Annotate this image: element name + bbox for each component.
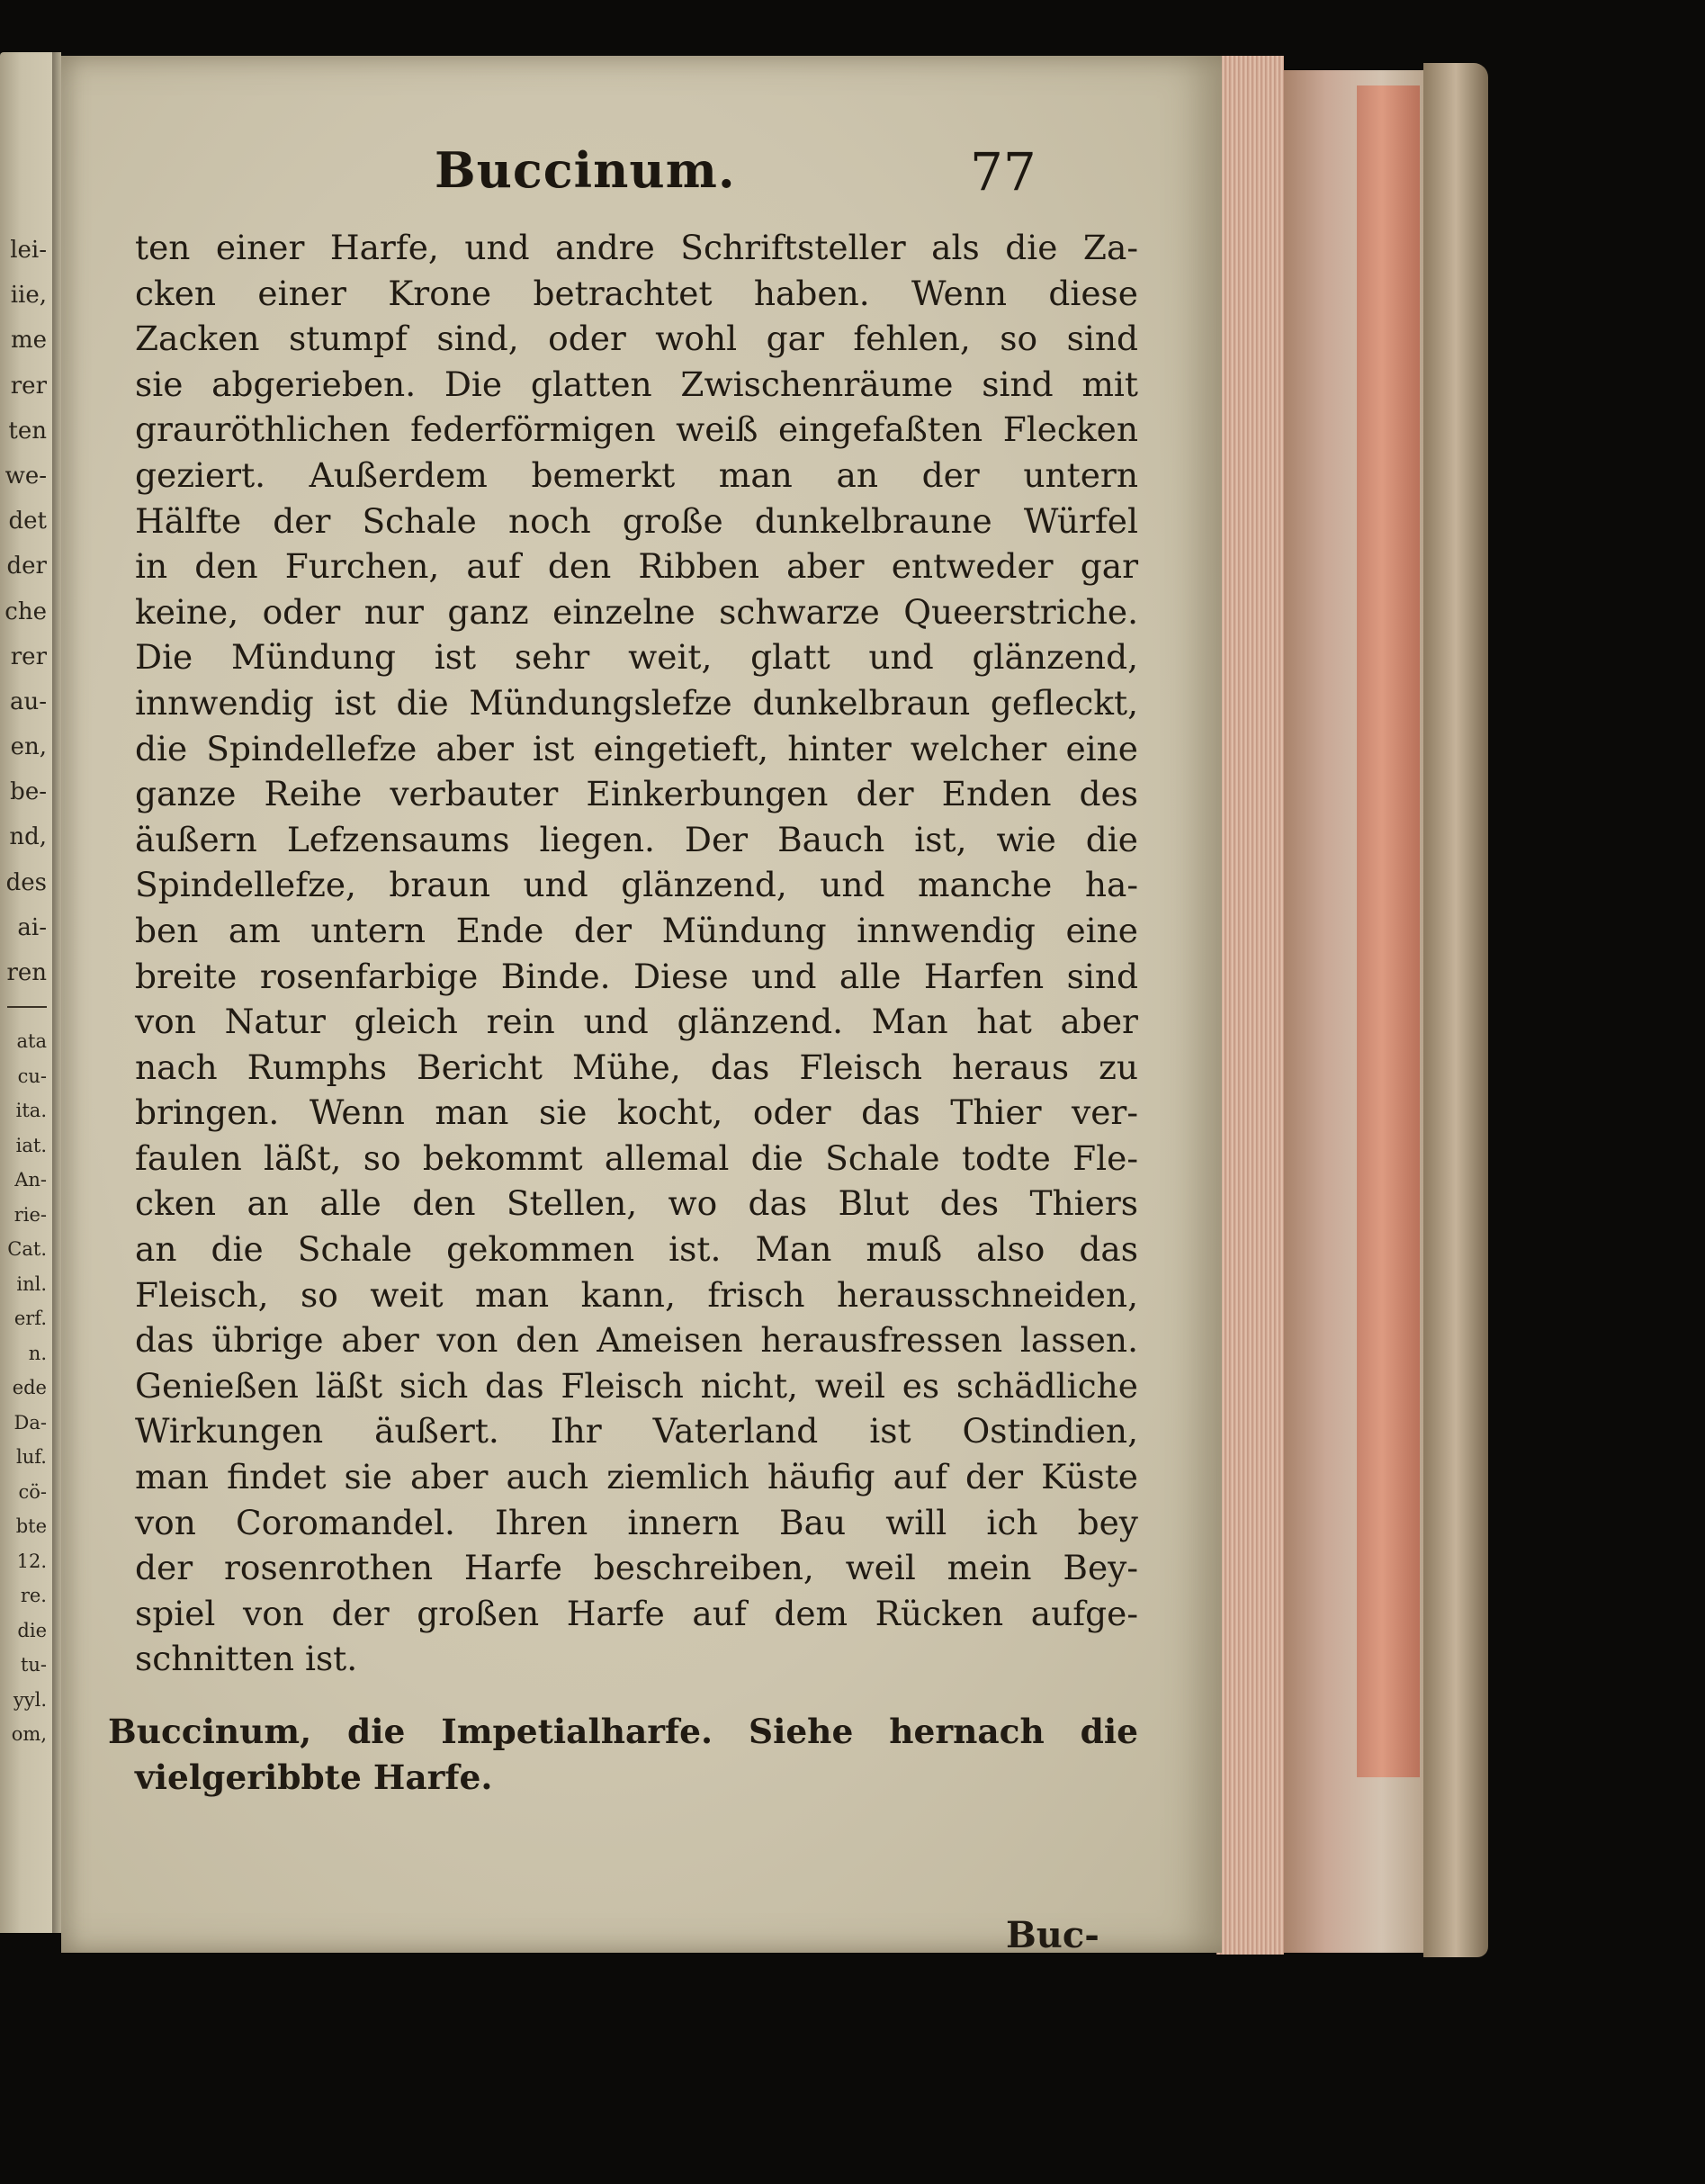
previous-page-rule	[7, 1006, 47, 1008]
text-line: Spindellefze, braun und glänzend, und manche ha-	[135, 865, 1138, 905]
left-fragment: be-	[10, 778, 47, 806]
left-fragment: bte	[15, 1515, 47, 1538]
text-line: breite rosenfarbige Binde. Diese und alle Harfen sind	[135, 956, 1138, 996]
text-line: grauröthlichen federförmigen weiß eingefaßten Flecken	[135, 409, 1138, 450]
left-fragment: re.	[20, 1585, 47, 1607]
text-line: die Spindellefze aber ist eingetieft, hinter welcher eine	[135, 728, 1138, 768]
text-line: der rosenrothen Harfe beschreiben, weil mein Bey-	[135, 1548, 1138, 1588]
red-page-edge	[1357, 85, 1420, 1777]
left-fragment: ten	[8, 417, 47, 445]
left-fragment: en,	[10, 733, 47, 761]
left-fragment: rer	[10, 643, 47, 670]
entry-line: vielgeribbte Harfe.	[135, 1757, 493, 1797]
left-fragment: inl.	[16, 1272, 47, 1295]
left-fragment: die	[17, 1619, 47, 1641]
book-cover-edge	[1423, 63, 1488, 1957]
entry-line: Buccinum, die Impetialharfe. Siehe hernach die	[108, 1712, 1138, 1751]
text-line: nach Rumphs Bericht Mühe, das Fleisch heraus zu	[135, 1047, 1138, 1087]
text-line: Hälfte der Schale noch große dunkelbraune Würfel	[135, 500, 1138, 541]
left-fragment: ai-	[17, 913, 47, 941]
page-number: 77	[970, 141, 1036, 202]
catchword: Buc-	[1006, 1914, 1099, 1956]
left-fragment: iat.	[15, 1134, 47, 1156]
page-header	[61, 141, 1222, 213]
previous-page-edge	[0, 52, 52, 1933]
book-page	[61, 56, 1222, 1956]
text-line: innwendig ist die Mündungslefze dunkelbraun gefleckt,	[135, 682, 1138, 723]
text-line: Genießen läßt sich das Fleisch nicht, weil es schädliche	[135, 1365, 1138, 1406]
left-fragment: we-	[4, 462, 47, 490]
text-line: in den Furchen, auf den Ribben aber entweder gar	[135, 546, 1138, 587]
body-text	[108, 225, 1138, 1800]
left-fragment: yyl.	[13, 1688, 47, 1711]
left-fragment: des	[5, 868, 47, 896]
text-line: bringen. Wenn man sie kocht, oder das Thier ver-	[135, 1092, 1138, 1133]
left-fragment: me	[10, 327, 47, 355]
text-line: keine, oder nur ganz einzelne schwarze Queerstriche.	[135, 591, 1138, 632]
text-line: cken einer Krone betrachtet haben. Wenn diese	[135, 273, 1138, 313]
text-line: man findet sie aber auch ziemlich häufig auf der Küste	[135, 1457, 1138, 1497]
text-line: Die Mündung ist sehr weit, glatt und glänzend,	[135, 637, 1138, 678]
left-fragment: ita.	[15, 1100, 47, 1122]
left-fragment: che	[4, 598, 47, 625]
left-fragment: om,	[11, 1723, 47, 1746]
text-line: ganze Reihe verbauter Einkerbungen der Enden des	[135, 774, 1138, 814]
left-fragment: cö-	[18, 1480, 47, 1503]
left-fragment: tu-	[20, 1654, 47, 1676]
left-fragment: cu-	[17, 1065, 47, 1087]
left-fragment: An-	[14, 1169, 47, 1191]
text-line: Zacken stumpf sind, oder wohl gar fehlen, so sind	[135, 319, 1138, 359]
running-head: Buccinum.	[435, 141, 736, 199]
text-line: Wirkungen äußert. Ihr Vaterland ist Ostindien,	[135, 1411, 1138, 1452]
left-fragment: 12.	[16, 1550, 47, 1572]
left-fragment: nd,	[9, 823, 47, 851]
left-fragment: det	[8, 508, 47, 535]
left-fragment: der	[6, 553, 47, 580]
book-gutter	[52, 52, 61, 1933]
left-fragment: lei-	[10, 237, 47, 264]
text-line: Fleisch, so weit man kann, frisch herausschneiden,	[135, 1274, 1138, 1315]
left-fragment: Cat.	[7, 1238, 47, 1261]
left-fragment: rer	[10, 372, 47, 400]
page-fore-edge	[1216, 56, 1284, 1955]
text-line: von Coromandel. Ihren innern Bau will ich bey	[135, 1502, 1138, 1542]
text-line: ben am untern Ende der Mündung innwendig eine	[135, 910, 1138, 950]
cross-reference-entry	[108, 1709, 1138, 1800]
text-line: sie abgerieben. Die glatten Zwischenräume sind mit	[135, 364, 1138, 404]
text-line: an die Schale gekommen ist. Man muß also das	[135, 1229, 1138, 1270]
text-line: geziert. Außerdem bemerkt man an der untern	[135, 454, 1138, 495]
text-line: ten einer Harfe, und andre Schriftsteller als die Za-	[135, 228, 1138, 267]
left-fragment: ata	[16, 1030, 47, 1053]
text-line: spiel von der großen Harfe auf dem Rücken aufge-	[135, 1593, 1138, 1633]
left-fragment: ede	[12, 1377, 47, 1399]
left-fragment: rie-	[13, 1203, 47, 1226]
left-fragment: ren	[6, 959, 47, 986]
text-line: schnitten ist.	[135, 1639, 358, 1679]
left-fragment: luf.	[16, 1446, 47, 1469]
text-line: cken an alle den Stellen, wo das Blut des Thiers	[135, 1183, 1138, 1224]
previous-page-line-endings	[0, 228, 47, 1752]
left-fragment: n.	[28, 1342, 47, 1364]
left-fragment: Da-	[13, 1411, 47, 1434]
text-line: von Natur gleich rein und glänzend. Man hat aber	[135, 1002, 1138, 1042]
text-line: äußern Lefzensaums liegen. Der Bauch ist, wie die	[135, 819, 1138, 859]
text-line: faulen läßt, so bekommt allemal die Schale todte Fle-	[135, 1137, 1138, 1178]
left-fragment: iie,	[10, 282, 47, 310]
text-line: das übrige aber von den Ameisen herausfressen lassen.	[135, 1320, 1138, 1361]
left-fragment: au-	[9, 688, 47, 715]
left-fragment: erf.	[13, 1308, 47, 1330]
